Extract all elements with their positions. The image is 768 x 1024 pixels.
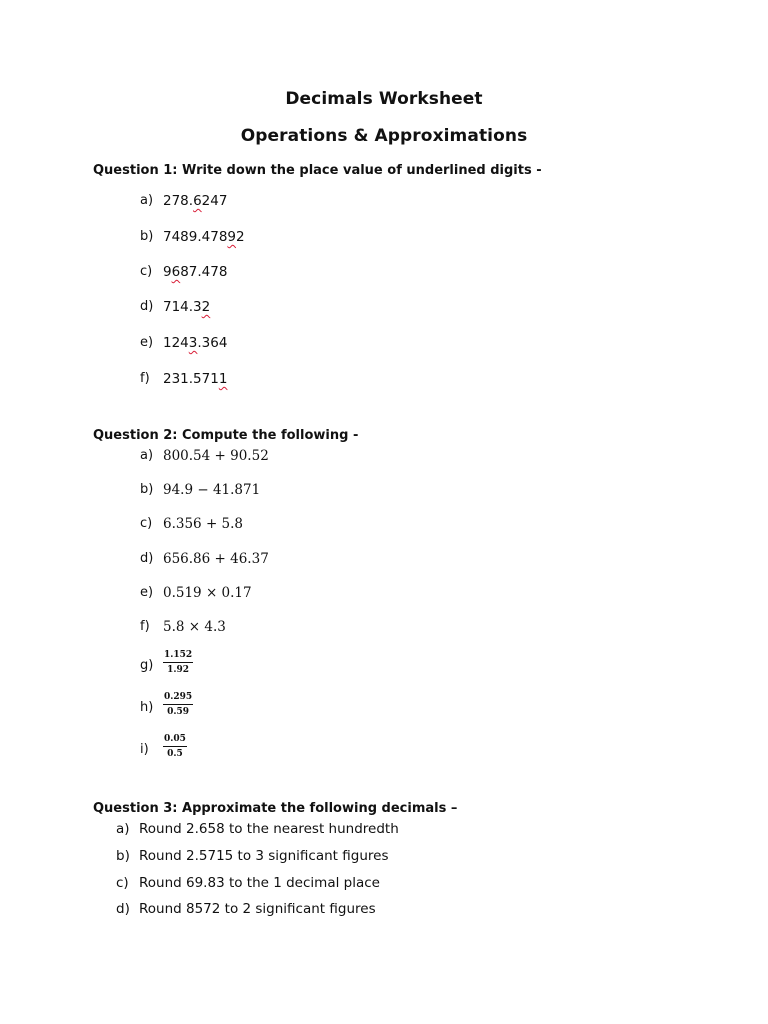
item-label: a) [116,821,130,837]
question-3-heading: Question 3: Approximate the following decimals – [93,801,458,816]
item-label: b) [140,482,154,497]
item-label: e) [140,335,154,350]
item-text: Round 2.5715 to 3 significant figures [139,848,389,864]
item-label: b) [140,229,154,244]
item-number: 714.32 [163,299,211,315]
item-number: 1243.364 [163,335,228,351]
math-expression: 656.86 + 46.37 [163,551,269,567]
item-text: Round 8572 to 2 significant figures [139,901,376,917]
item-number: 7489.47892 [163,229,245,245]
item-label: h) [140,700,154,715]
fraction-denominator: 1.92 [167,665,190,675]
item-label: d) [140,299,154,314]
item-label: g) [140,658,154,673]
math-expression: 5.8 × 4.3 [163,619,226,635]
item-label: d) [140,551,154,566]
page-subtitle: Operations & Approximations [240,126,528,146]
item-label: a) [140,448,154,463]
item-label: c) [116,875,129,891]
fraction-numerator: 0.295 [163,692,193,705]
underlined-digit: 2 [201,299,211,315]
item-text: Round 2.658 to the nearest hundredth [139,821,399,837]
question-1-heading: Question 1: Write down the place value of underlined digits - [93,163,542,178]
fraction [163,650,193,676]
item-text: Round 69.83 to the 1 decimal place [139,875,380,891]
fraction-denominator: 0.59 [167,707,190,717]
item-label: b) [116,848,130,864]
math-expression: 800.54 + 90.52 [163,448,269,464]
item-label: c) [140,264,153,279]
math-expression: 0.519 × 0.17 [163,585,252,601]
question-2-heading: Question 2: Compute the following - [93,428,359,443]
underlined-digit: 9 [227,229,237,245]
fraction [163,734,187,760]
item-number: 231.5711 [163,371,228,387]
math-expression: 6.356 + 5.8 [163,516,244,532]
fraction [163,692,193,718]
page-title: Decimals Worksheet [285,89,483,109]
underlined-digit: 6 [171,264,181,280]
item-label: i) [140,742,149,757]
item-label: a) [140,193,154,208]
underlined-digit: 3 [188,335,198,351]
item-label: f) [140,619,150,634]
item-label: e) [140,585,154,600]
item-number: 9687.478 [163,264,228,280]
fraction-denominator: 0.5 [167,749,183,759]
item-label: d) [116,901,130,917]
item-label: c) [140,516,153,531]
fraction-numerator: 0.05 [163,734,187,747]
fraction-numerator: 1.152 [163,650,193,663]
underlined-digit: 1 [218,371,228,387]
item-label: f) [140,371,150,386]
item-number: 278.6247 [163,193,228,209]
math-expression: 94.9 − 41.871 [163,482,261,498]
underlined-digit: 6 [193,193,202,209]
